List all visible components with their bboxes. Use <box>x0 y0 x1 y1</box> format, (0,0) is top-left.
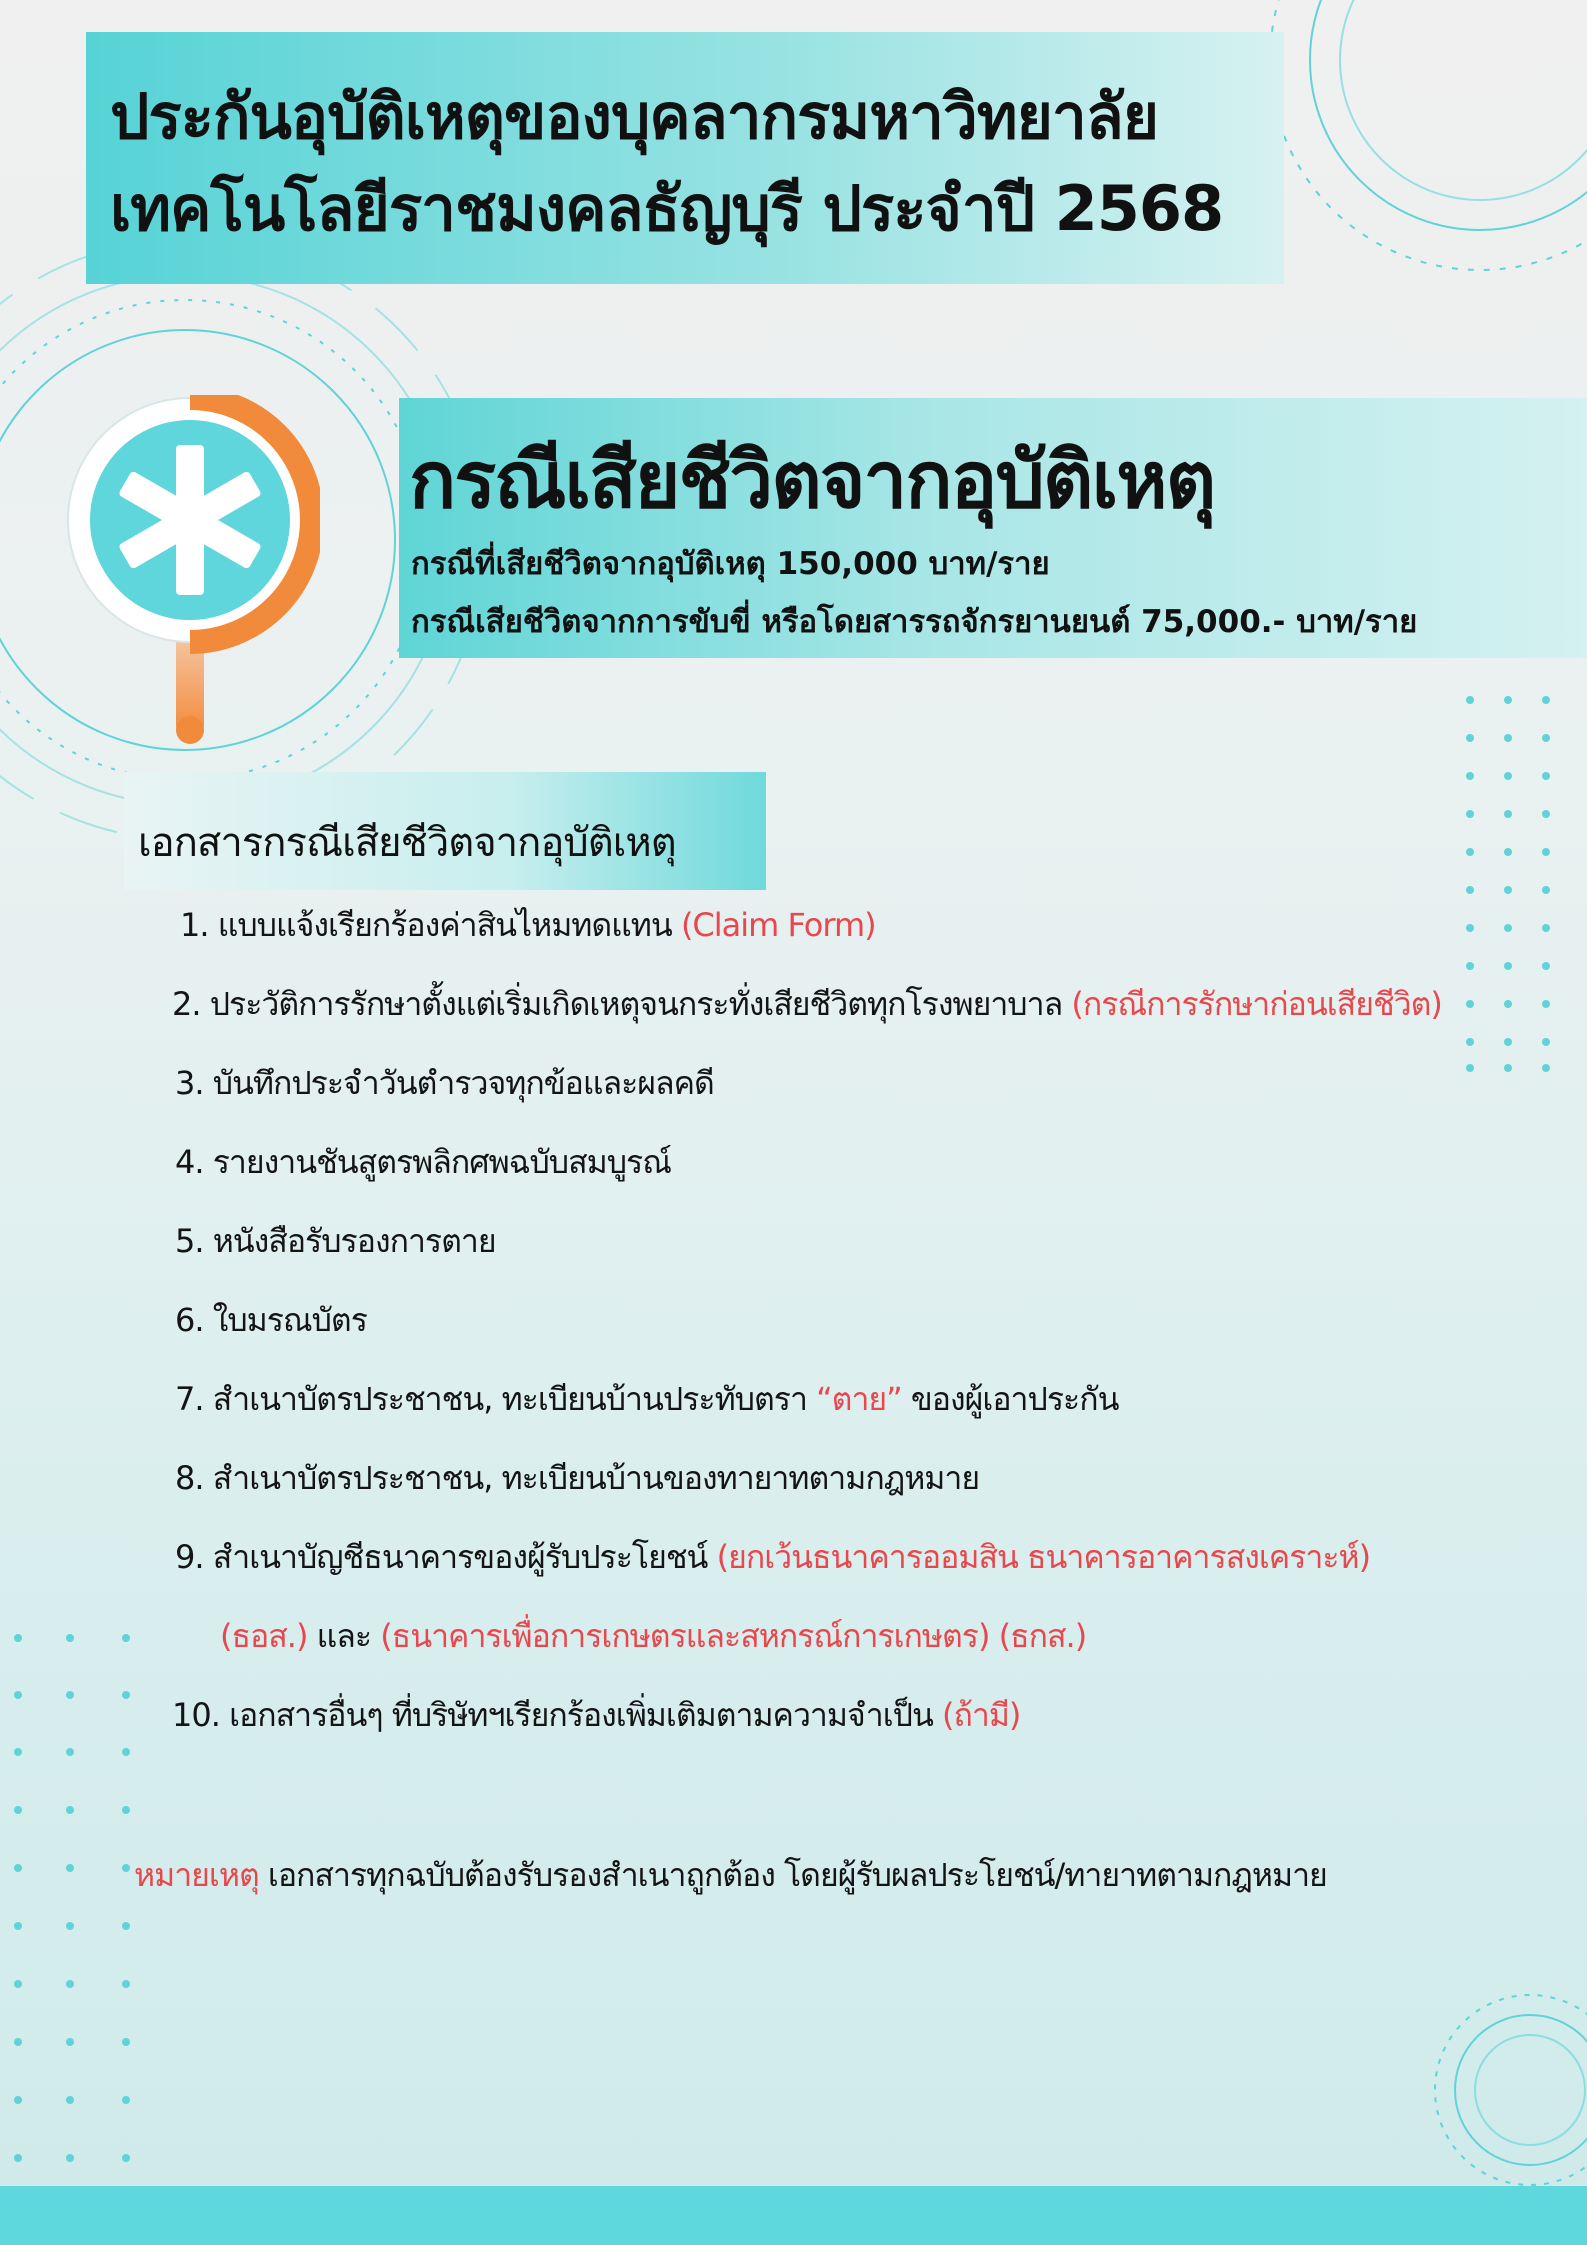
list-item: 9. สำเนาบัญชีธนาคารของผู้รับประโยชน์ (ยกเว้นธนาคารออมสิน ธนาคารอาคารสงเคราะห์) <box>175 1538 1371 1576</box>
remark <box>134 1850 1327 1901</box>
list-item: 7. สำเนาบัตรประชาชน, ทะเบียนบ้านประทับตรา “ตาย” ของผู้เอาประกัน <box>175 1380 1119 1418</box>
list-item: 10. เอกสารอื่นๆ ที่บริษัทฯเรียกร้องเพิ่มเติมตามความจำเป็น (ถ้ามี) <box>172 1696 1021 1734</box>
case-heading: กรณีเสียชีวิตจากอุบัติเหตุ <box>409 436 1215 526</box>
title-banner <box>86 32 1284 284</box>
list-item: 4. รายงานชันสูตรพลิกศพฉบับสมบูรณ์ <box>175 1143 671 1181</box>
list-item: 5. หนังสือรับรองการตาย <box>175 1222 496 1260</box>
case-line-1: กรณีที่เสียชีวิตจากอุบัติเหตุ 150,000 บาท/ราย <box>411 546 1050 582</box>
list-item: 3. บันทึกประจำวันตำรวจทุกข้อและผลคดี <box>175 1064 714 1102</box>
page-title-line-2: เทคโนโลยีราชมงคลธัญบุรี ประจำปี 2568 <box>110 172 1224 245</box>
list-item: 1. แบบแจ้งเรียกร้องค่าสินไหมทดแทน (Claim Form) <box>180 906 876 944</box>
documents-heading-box <box>124 772 766 890</box>
documents-heading: เอกสารกรณีเสียชีวิตจากอุบัติเหตุ <box>138 820 676 866</box>
list-item: 8. สำเนาบัตรประชาชน, ทะเบียนบ้านของทายาทตามกฎหมาย <box>175 1459 980 1497</box>
remark-label: หมายเหตุ <box>134 1856 259 1894</box>
case-line-2: กรณีเสียชีวิตจากการขับขี่ หรือโดยสารรถจักรยานยนต์ 75,000.- บาท/ราย <box>411 604 1418 640</box>
asterisk-icon <box>60 395 320 755</box>
remark-text: เอกสารทุกฉบับต้องรับรองสำเนาถูกต้อง โดยผู้รับผลประโยชน์/ทายาทตามกฎหมาย <box>258 1856 1327 1894</box>
list-item: 6. ใบมรณบัตร <box>175 1301 367 1339</box>
page-title-line-1: ประกันอุบัติเหตุของบุคลากรมหาวิทยาลัย <box>110 80 1159 153</box>
list-item: 2. ประวัติการรักษาตั้งแต่เริ่มเกิดเหตุจนกระทั่งเสียชีวิตทุกโรงพยาบาล (กรณีการรักษาก่อนเสียชีวิต) <box>172 985 1442 1023</box>
case-banner <box>399 398 1587 658</box>
list-item-continuation: (ธอส.) และ (ธนาคารเพื่อการเกษตรและสหกรณ์การเกษตร) (ธกส.) <box>220 1617 1087 1655</box>
footer-bar <box>0 2186 1587 2245</box>
